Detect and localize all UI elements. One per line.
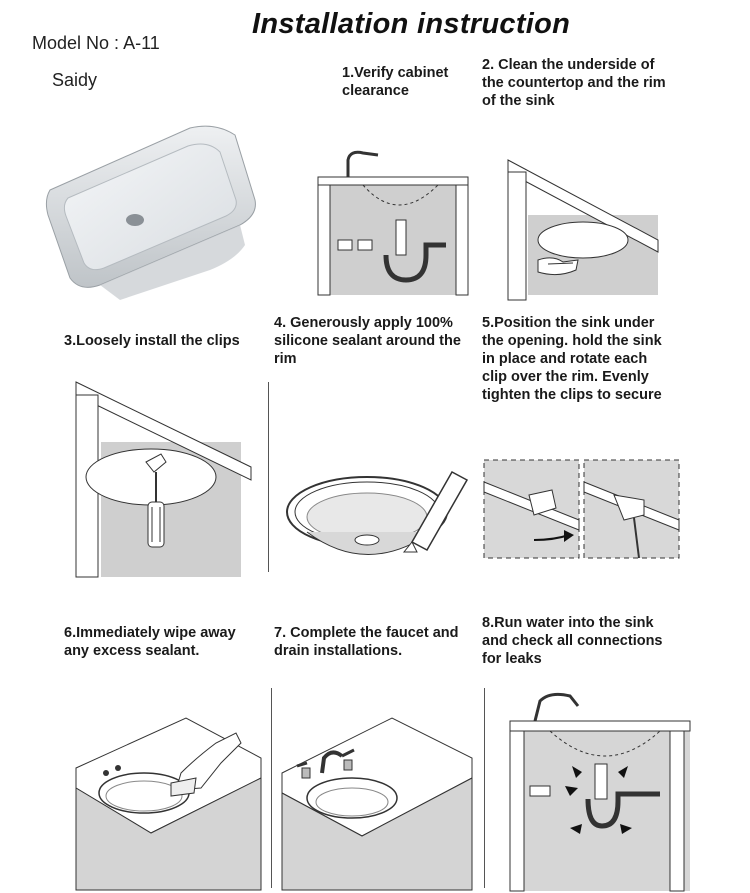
divider-3-4 xyxy=(268,382,269,572)
model-value: A-11 xyxy=(123,33,160,53)
step-5-position-image xyxy=(484,460,679,560)
page-title: Installation instruction xyxy=(252,8,571,40)
step-2-text: 2. Clean the underside of the countertop and the rim of the sink xyxy=(482,57,666,109)
step-4-text: 4. Generously apply 100% silicone sealant around the rim xyxy=(274,315,461,367)
step-2-clean-image xyxy=(508,160,658,300)
brand-name: Saidy xyxy=(52,70,98,90)
step-5-text: 5.Position the sink under the opening. hold the sink in place and rotate each clip over the rim. Evenly tighten the clips to secure xyxy=(482,315,662,403)
divider-6-7 xyxy=(271,688,272,888)
step-3-text: 3.Loosely install the clips xyxy=(64,333,240,349)
model-number xyxy=(32,33,160,54)
step-4-sealant-image xyxy=(282,462,472,572)
model-label: Model No : xyxy=(32,33,120,53)
step-7-faucet-image xyxy=(282,718,472,890)
step-6-text: 6.Immediately wipe away any excess sealant. xyxy=(64,625,236,659)
step-8-leak-check-image xyxy=(510,686,690,891)
divider-7-8 xyxy=(484,688,485,888)
step-8-text: 8.Run water into the sink and check all connections for leaks xyxy=(482,615,663,667)
step-1-text: 1.Verify cabinet clearance xyxy=(342,65,449,99)
step-6-wipe-image xyxy=(76,718,261,890)
step-1-cabinet-image xyxy=(318,145,468,295)
step-3-clips-image xyxy=(76,382,251,577)
step-7-text: 7. Complete the faucet and drain installations. xyxy=(274,625,459,659)
sink-product-image xyxy=(40,120,270,300)
